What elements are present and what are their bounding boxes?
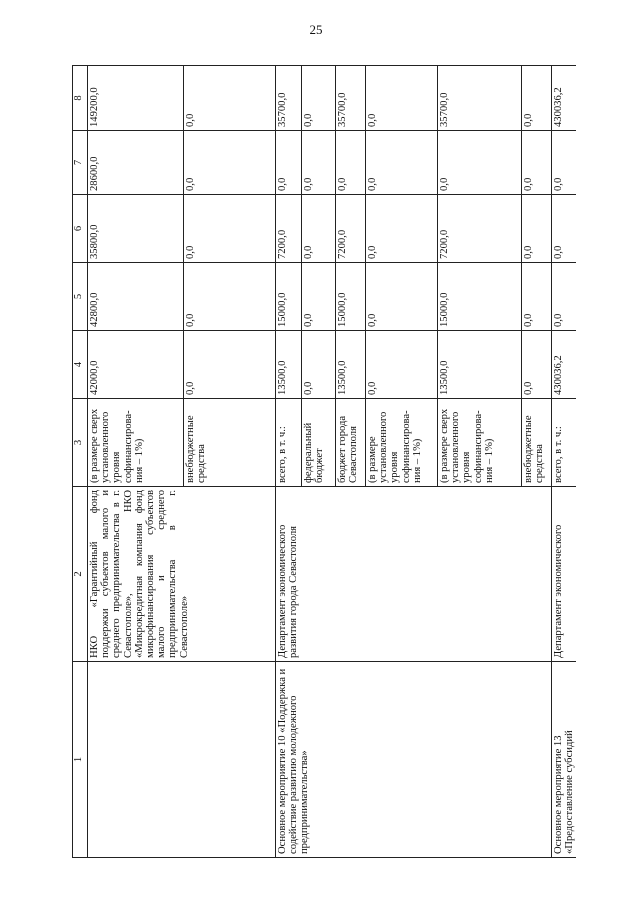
cell-value: 0,0 (184, 331, 276, 399)
cell-value: 0,0 (184, 131, 276, 195)
budget-table (72, 65, 576, 858)
cell-value: 0,0 (366, 131, 438, 195)
cell-value: 0,0 (552, 195, 577, 263)
table-row (88, 66, 184, 858)
cell-value: 0,0 (302, 195, 336, 263)
cell-value: 0,0 (522, 195, 552, 263)
cell-value: 15000,0 (276, 263, 302, 331)
cell-executor: НКО «Гарантийный фонд поддержки субъектов малого и среднего предпринимательства в г. Севастополе», НКО «Микрокредитная компания фонд микрофинансирования субъектов малого и среднего предпринимательства в г. Севастополе» (88, 487, 276, 662)
cell-executor: Департамент экономического развития города Севастополя (276, 487, 552, 662)
cell-source: всего, в т. ч.: (552, 399, 577, 487)
cell-value: 13500,0 (276, 331, 302, 399)
cell-value: 35700,0 (438, 66, 522, 131)
cell-value: 7200,0 (336, 195, 366, 263)
cell-source: бюджет города Севастополя (336, 399, 366, 487)
cell-value: 0,0 (552, 131, 577, 195)
cell-value: 42800,0 (88, 263, 184, 331)
cell-value: 0,0 (184, 66, 276, 131)
cell-value: 7200,0 (438, 195, 522, 263)
cell-source: федеральный бюджет (302, 399, 336, 487)
cell-value: 42000,0 (88, 331, 184, 399)
cell-value: 7200,0 (276, 195, 302, 263)
col-header-4: 4 (73, 331, 88, 399)
table-row (552, 66, 577, 858)
cell-value: 28600,0 (88, 131, 184, 195)
cell-value: 0,0 (302, 331, 336, 399)
cell-value: 0,0 (302, 66, 336, 131)
cell-value: 0,0 (302, 263, 336, 331)
cell-source: внебюджетные средства (522, 399, 552, 487)
cell-value: 0,0 (438, 131, 522, 195)
cell-activity: Основное мероприятие 13 «Предоставление субсидий (552, 662, 577, 858)
cell-value: 15000,0 (438, 263, 522, 331)
cell-value: 0,0 (552, 263, 577, 331)
cell-value: 35700,0 (336, 66, 366, 131)
cell-source: (в размере сверх установленного уровня софинансирова-ния – 1%) (88, 399, 184, 487)
cell-source: всего, в т. ч.: (276, 399, 302, 487)
cell-value: 430036,2 (552, 331, 577, 399)
cell-value: 0,0 (184, 195, 276, 263)
cell-value: 0,0 (336, 131, 366, 195)
cell-value: 0,0 (522, 131, 552, 195)
cell-value: 430036,2 (552, 66, 577, 131)
cell-activity: Основное мероприятие 10 «Поддержка и содействие развитию молодежного предпринимательства» (276, 662, 552, 858)
cell-col1 (88, 662, 276, 858)
table-row (276, 66, 302, 858)
cell-source: внебюджетные средства (184, 399, 276, 487)
page-number: 25 (309, 22, 323, 37)
cell-value: 0,0 (522, 263, 552, 331)
cell-source: (в размере установленного уровня софинансирова-ния – 1%) (366, 399, 438, 487)
cell-executor: Департамент экономического (552, 487, 577, 662)
header-row (73, 66, 88, 858)
rotated-table-container (72, 66, 576, 858)
cell-value: 13500,0 (438, 331, 522, 399)
cell-value: 0,0 (366, 263, 438, 331)
col-header-2: 2 (73, 487, 88, 662)
cell-value: 35800,0 (88, 195, 184, 263)
cell-value: 0,0 (366, 331, 438, 399)
col-header-8: 8 (73, 66, 88, 131)
cell-value: 13500,0 (336, 331, 366, 399)
cell-value: 0,0 (522, 331, 552, 399)
cell-value: 0,0 (366, 66, 438, 131)
col-header-7: 7 (73, 131, 88, 195)
cell-value: 0,0 (276, 131, 302, 195)
cell-source: (в размере сверх установленного уровня софинансирова-ния – 1%) (438, 399, 522, 487)
col-header-3: 3 (73, 399, 88, 487)
col-header-1: 1 (73, 662, 88, 858)
cell-value: 0,0 (302, 131, 336, 195)
cell-value: 0,0 (366, 195, 438, 263)
cell-value: 35700,0 (276, 66, 302, 131)
col-header-6: 6 (73, 195, 88, 263)
cell-value: 0,0 (522, 66, 552, 131)
col-header-5: 5 (73, 263, 88, 331)
cell-value: 149200,0 (88, 66, 184, 131)
cell-value: 0,0 (184, 263, 276, 331)
cell-value: 15000,0 (336, 263, 366, 331)
